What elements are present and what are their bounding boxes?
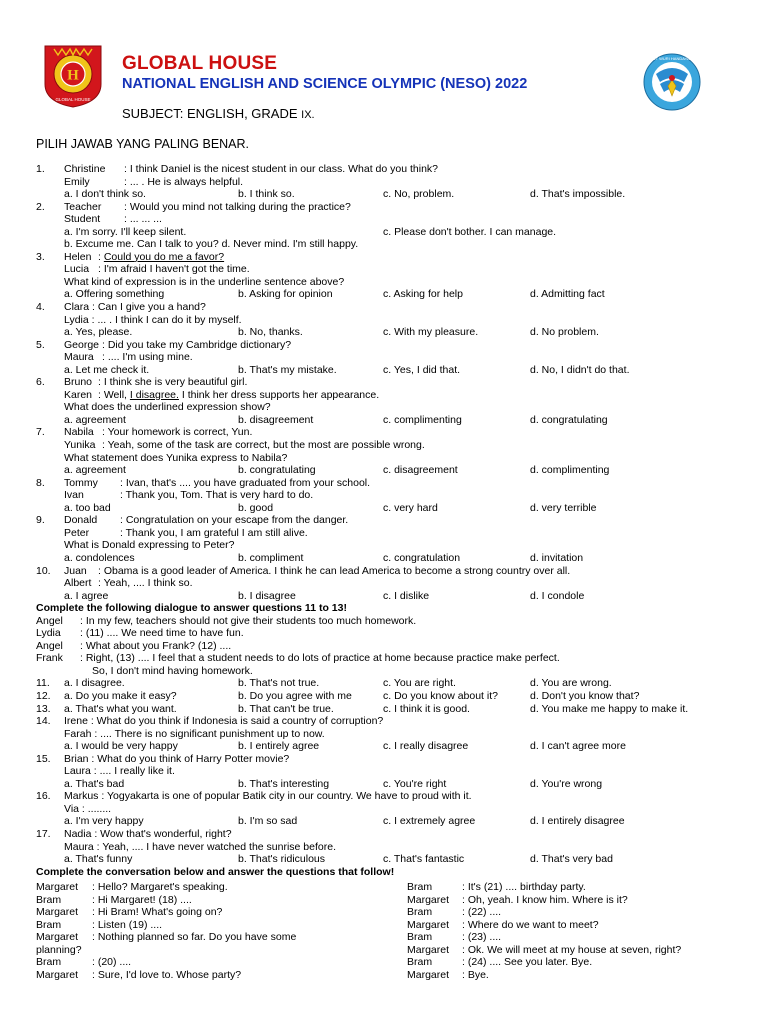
speaker: Margaret [407, 943, 450, 956]
option-d[interactable]: d. I condole [530, 589, 585, 602]
line-text: : Well, I disagree. I think her dress supports her appearance. [98, 388, 380, 401]
speaker: Margaret [36, 881, 79, 893]
option-d[interactable]: d. That's very bad [530, 853, 613, 866]
line-text: Clara : Can I give you a hand? [64, 301, 206, 314]
speaker: Maura [64, 351, 94, 364]
option-a[interactable]: a. too bad [64, 501, 111, 514]
option-b[interactable]: b. I disagree [238, 589, 296, 602]
line-text: : Nothing planned so far. Do you have some [92, 931, 297, 944]
question-text: What is Donald expressing to Peter? [64, 539, 235, 552]
question-3 [36, 251, 736, 264]
option-b[interactable]: b. I'm so sad [238, 815, 298, 828]
question-8 [36, 477, 736, 490]
options-16 [36, 815, 736, 828]
line-text: : Hi Margaret! (18) .... [92, 893, 192, 906]
tut-wuri-handayani-logo [640, 52, 704, 112]
line-text: : Sure, I'd love to. Whose party? [92, 968, 242, 981]
speaker: Bram [36, 893, 62, 906]
option-b[interactable]: b. Do you agree with me [238, 689, 352, 702]
option-c[interactable]: c. Asking for help [383, 288, 463, 301]
speaker: Margaret [36, 968, 79, 981]
option-a[interactable]: a. agreement [64, 413, 126, 426]
options-14 [36, 740, 736, 753]
option-d[interactable]: d. No, I didn't do that. [530, 363, 630, 376]
option-c[interactable]: c. complimenting [383, 413, 462, 426]
options-17 [36, 853, 736, 866]
section-heading: Complete the following dialogue to answer questions 11 to 13! [36, 602, 347, 615]
question-number: 7. [36, 426, 45, 439]
line-text: : I think she is very beautiful girl. [98, 376, 248, 389]
line-text: Farah : .... There is no significant punishment up to now. [64, 727, 325, 740]
question-15 [36, 753, 736, 766]
options-4 [36, 326, 736, 339]
speaker: Christine [64, 163, 106, 175]
line-text: So, I don't mind having homework. [92, 664, 253, 677]
speaker: Bram [407, 956, 433, 969]
option-a[interactable]: a. That's what you want. [64, 702, 177, 715]
speaker: Juan [64, 564, 87, 577]
line-text: : (11) .... We need time to have fun. [80, 627, 244, 640]
option-c[interactable]: c. congratulation [383, 551, 461, 564]
line-text: Nadia : Wow that's wonderful, right? [64, 827, 232, 840]
speaker: Donald [64, 514, 98, 527]
speaker: Helen [64, 250, 92, 263]
section-heading: Complete the conversation below and answer the questions that follow! [36, 865, 395, 878]
option-a[interactable]: a. That's bad [64, 777, 125, 790]
option-b[interactable]: b. That's not true. [238, 677, 320, 690]
question-4 [36, 301, 736, 314]
global-house-logo [42, 44, 104, 108]
option-a[interactable]: a. Do you make it easy? [64, 689, 177, 702]
question-1 [36, 163, 736, 176]
line-text: : Right, (13) .... I feel that a student needs to do lots of practice at home because practice make perfect. [80, 652, 560, 665]
option-a[interactable]: a. I would be very happy [64, 740, 178, 753]
speaker: Emily [64, 175, 90, 188]
instruction: PILIH JAWAB YANG PALING BENAR. [36, 137, 250, 151]
question-number: 3. [36, 250, 45, 263]
option-b[interactable]: b. disagreement [238, 413, 314, 426]
question-6 [36, 376, 736, 389]
line-text: : I think Daniel is the nicest student in our class. What do you think? [124, 163, 438, 175]
question-number: 13. [36, 702, 51, 715]
option-c[interactable]: c. That's fantastic [383, 853, 465, 866]
question-number: 2. [36, 200, 45, 213]
underlined-expression: Could you do me a favor? [103, 250, 225, 263]
question-16 [36, 790, 736, 803]
option-a[interactable]: a. Let me check it. [64, 363, 150, 376]
underlined-expression: I disagree. [129, 388, 179, 401]
option-a[interactable]: a. condolences [64, 551, 135, 564]
line-text: : Ivan, that's .... you have graduated from your school. [120, 476, 371, 489]
question-10 [36, 565, 736, 578]
options-15 [36, 778, 736, 791]
olympic-title: NATIONAL ENGLISH AND SCIENCE OLYMPIC (NESO) 2022 [122, 76, 528, 92]
line-text: : What about you Frank? (12) .... [80, 639, 232, 652]
line-text: : Congratulation on your escape from the danger. [120, 514, 349, 527]
question-14 [36, 715, 736, 728]
question-number: 12. [36, 689, 51, 702]
speaker: Teacher [64, 200, 102, 213]
question-number: 14. [36, 715, 51, 728]
options-2 [36, 226, 736, 239]
line-text: : Yeah, some of the task are correct, but the most are possible wrong. [102, 439, 425, 452]
speaker: Margaret [36, 931, 79, 944]
speaker: Frank [36, 652, 63, 665]
conversation [36, 881, 736, 981]
option-b[interactable]: b. That's interesting [238, 777, 330, 790]
line-text: Maura : Yeah, .... I have never watched the sunrise before. [64, 840, 337, 853]
speaker: Bruno [64, 376, 93, 389]
speaker: Nabila [64, 426, 94, 439]
line-text: : Thank you, I am grateful I am still alive. [120, 526, 308, 539]
speaker: Peter [64, 526, 90, 539]
speaker: Margaret [407, 893, 450, 906]
option-d[interactable]: d. You are wrong. [530, 677, 612, 690]
options-9 [36, 552, 736, 565]
option-d[interactable]: d. congratulating [530, 413, 608, 426]
line-text: Irene : What do you think if Indonesia is said a country of corruption? [64, 715, 384, 728]
speaker: Bram [36, 918, 62, 931]
option-a[interactable]: a. I agree [64, 589, 109, 602]
svg-text:GLOBAL HOUSE: GLOBAL HOUSE [55, 97, 91, 102]
option-d[interactable]: d. Don't you know that? [530, 689, 640, 702]
question-text: What does the underlined expression show? [64, 401, 271, 414]
speaker: George [64, 338, 100, 351]
question-13 [36, 703, 736, 716]
speaker: Tommy [64, 476, 98, 489]
line-text: : ... . He is always helpful. [124, 175, 244, 188]
line-text: Laura : .... I really like it. [64, 765, 175, 778]
line-text: : (20) .... [92, 956, 132, 969]
option-b[interactable]: b. No, thanks. [238, 326, 303, 339]
question-number: 9. [36, 514, 45, 527]
option-c[interactable]: c. No, problem. [383, 188, 455, 201]
option-a[interactable]: a. I'm sorry. I'll keep silent. [64, 225, 187, 238]
speaker: Lucia [64, 263, 90, 276]
option-c[interactable]: c. I extremely agree [383, 815, 476, 828]
line-text: Markus : Yogyakarta is one of popular Batik city in our country. We have to proud with it. [64, 790, 472, 803]
question-17 [36, 828, 736, 841]
option-c[interactable]: c. very hard [383, 501, 438, 514]
option-d[interactable]: d. You make me happy to make it. [530, 702, 689, 715]
line-text: : Hello? Margaret's speaking. [92, 881, 228, 893]
line-text: Lydia : ... . I think I can do it by myself. [64, 313, 242, 326]
line-text: : Could you do me a favor? [98, 250, 225, 263]
speaker: Albert [64, 577, 92, 590]
options-3 [36, 288, 736, 301]
question-12 [36, 690, 736, 703]
question-number: 6. [36, 376, 45, 389]
svg-text:H: H [67, 67, 79, 84]
option-c[interactable]: c. Yes, I did that. [383, 363, 461, 376]
line-text: : .... I'm using mine. [102, 351, 193, 364]
line-text: : Listen (19) .... [92, 918, 163, 931]
question-2 [36, 201, 736, 214]
speaker: Angel [36, 614, 63, 627]
speaker: Ivan [64, 489, 84, 502]
speaker: Bram [407, 881, 433, 893]
option-d[interactable]: d. very terrible [530, 501, 597, 514]
line-text: : Your homework is correct, Yun. [102, 426, 253, 439]
question-number: 17. [36, 827, 51, 840]
option-d[interactable]: d. That's impossible. [530, 188, 626, 201]
line-text: planning? [36, 943, 82, 956]
options-6 [36, 414, 736, 427]
line-text: : Ok. We will meet at my house at seven, right? [462, 943, 682, 956]
speaker: Student [64, 213, 101, 226]
option-d[interactable]: d. Admitting fact [530, 288, 605, 301]
option-b[interactable]: b. That can't be true. [238, 702, 334, 715]
question-number: 4. [36, 301, 45, 314]
option-c[interactable]: c. I really disagree [383, 740, 469, 753]
option-b[interactable]: b. good [238, 501, 274, 514]
question-number: 1. [36, 163, 45, 175]
option-d[interactable]: d. invitation [530, 551, 584, 564]
speaker: Bram [407, 906, 433, 919]
option-c[interactable]: c. I dislike [383, 589, 430, 602]
option-c[interactable]: c. Do you know about it? [383, 689, 498, 702]
speaker: Karen [64, 388, 93, 401]
speaker: Margaret [407, 968, 450, 981]
speaker: Bram [407, 931, 433, 944]
question-text: What statement does Yunika express to Nabila? [64, 451, 288, 464]
option-a[interactable]: a. I don't think so. [64, 188, 146, 201]
options-8 [36, 502, 736, 515]
option-b[interactable]: b. I think so. [238, 188, 295, 201]
option-c[interactable]: c. I think it is good. [383, 702, 470, 715]
speaker: Lydia [36, 627, 61, 640]
line-text: : Yeah, .... I think so. [98, 577, 193, 590]
option-d[interactable]: d. No problem. [530, 326, 599, 339]
line-text: : In my few, teachers should not give their students too much homework. [80, 614, 417, 627]
line-text: : (22) .... [462, 906, 502, 919]
option-c[interactable]: c. Please don't bother. I can manage. [383, 225, 557, 238]
line-text: : Did you take my Cambridge dictionary? [102, 338, 292, 351]
line-text: : Thank you, Tom. That is very hard to do. [120, 489, 314, 502]
speaker: Margaret [407, 918, 450, 931]
line-text: : (23) .... [462, 931, 502, 944]
line-text: : Where do we want to meet? [462, 918, 599, 931]
line-text: : Oh, yeah. I know him. Where is it? [462, 893, 628, 906]
question-9 [36, 514, 736, 527]
line-text: : Bye. [462, 968, 489, 981]
option-a[interactable]: a. agreement [64, 464, 126, 477]
speaker: Angel [36, 639, 63, 652]
option-a[interactable]: a. Yes, please. [64, 326, 133, 339]
option-b-d[interactable]: b. Excume me. Can I talk to you? d. Never mind. I'm still happy. [64, 238, 359, 251]
option-b[interactable]: b. congratulating [238, 464, 316, 477]
speaker: Bram [36, 956, 62, 969]
subject-line: SUBJECT: ENGLISH, GRADE IX. [122, 106, 315, 121]
line-text: : Would you mind not talking during the practice? [124, 200, 351, 213]
option-d[interactable]: d. I can't agree more [530, 740, 626, 753]
option-c[interactable]: c. You are right. [383, 677, 456, 690]
options-7 [36, 464, 736, 477]
option-c[interactable]: c. You're right [383, 777, 447, 790]
option-a[interactable]: a. Offering something [64, 288, 165, 301]
line-text: : Hi Bram! What's going on? [92, 906, 223, 919]
option-b[interactable]: b. That's my mistake. [238, 363, 337, 376]
line-text: : Obama is a good leader of America. I think he can lead America to become a strong country over all. [98, 564, 571, 577]
option-d[interactable]: d. complimenting [530, 464, 610, 477]
option-d[interactable]: d. You're wrong [530, 777, 603, 790]
line-text: : I'm afraid I haven't got the time. [98, 263, 250, 276]
speaker: Yunika [64, 439, 96, 452]
question-number: 11. [36, 677, 50, 690]
line-text: : (24) .... See you later. Bye. [462, 956, 593, 969]
options-1 [36, 188, 736, 201]
line-text: : ... ... ... [124, 213, 162, 226]
options-5 [36, 364, 736, 377]
question-number: 5. [36, 338, 45, 351]
option-b[interactable]: b. compliment [238, 551, 304, 564]
option-c[interactable]: c. disagreement [383, 464, 458, 477]
option-b[interactable]: b. Asking for opinion [238, 288, 333, 301]
option-d[interactable]: d. I entirely disagree [530, 815, 625, 828]
option-a[interactable]: a. I disagree. [64, 677, 125, 690]
question-number: 8. [36, 476, 45, 489]
question-7 [36, 426, 736, 439]
question-list [36, 163, 736, 878]
question-11 [36, 677, 736, 690]
question-text: What kind of expression is in the underline sentence above? [64, 275, 345, 288]
option-b[interactable]: b. That's ridiculous [238, 853, 326, 866]
option-a[interactable]: a. That's funny [64, 853, 133, 866]
option-c[interactable]: c. With my pleasure. [383, 326, 479, 339]
question-5 [36, 339, 736, 352]
question-number: 15. [36, 752, 51, 765]
line-text: Via : ........ [64, 802, 112, 815]
svg-text:TUT WURI HANDAYANI: TUT WURI HANDAYANI [650, 56, 694, 61]
option-a[interactable]: a. I'm very happy [64, 815, 144, 828]
line-text: : It's (21) .... birthday party. [462, 881, 586, 893]
speaker: Margaret [36, 906, 79, 919]
question-number: 16. [36, 790, 51, 803]
options-10 [36, 590, 736, 603]
option-b[interactable]: b. I entirely agree [238, 740, 320, 753]
line-text: Brian : What do you think of Harry Potter movie? [64, 752, 290, 765]
school-name: GLOBAL HOUSE [122, 53, 278, 74]
question-number: 10. [36, 564, 51, 577]
